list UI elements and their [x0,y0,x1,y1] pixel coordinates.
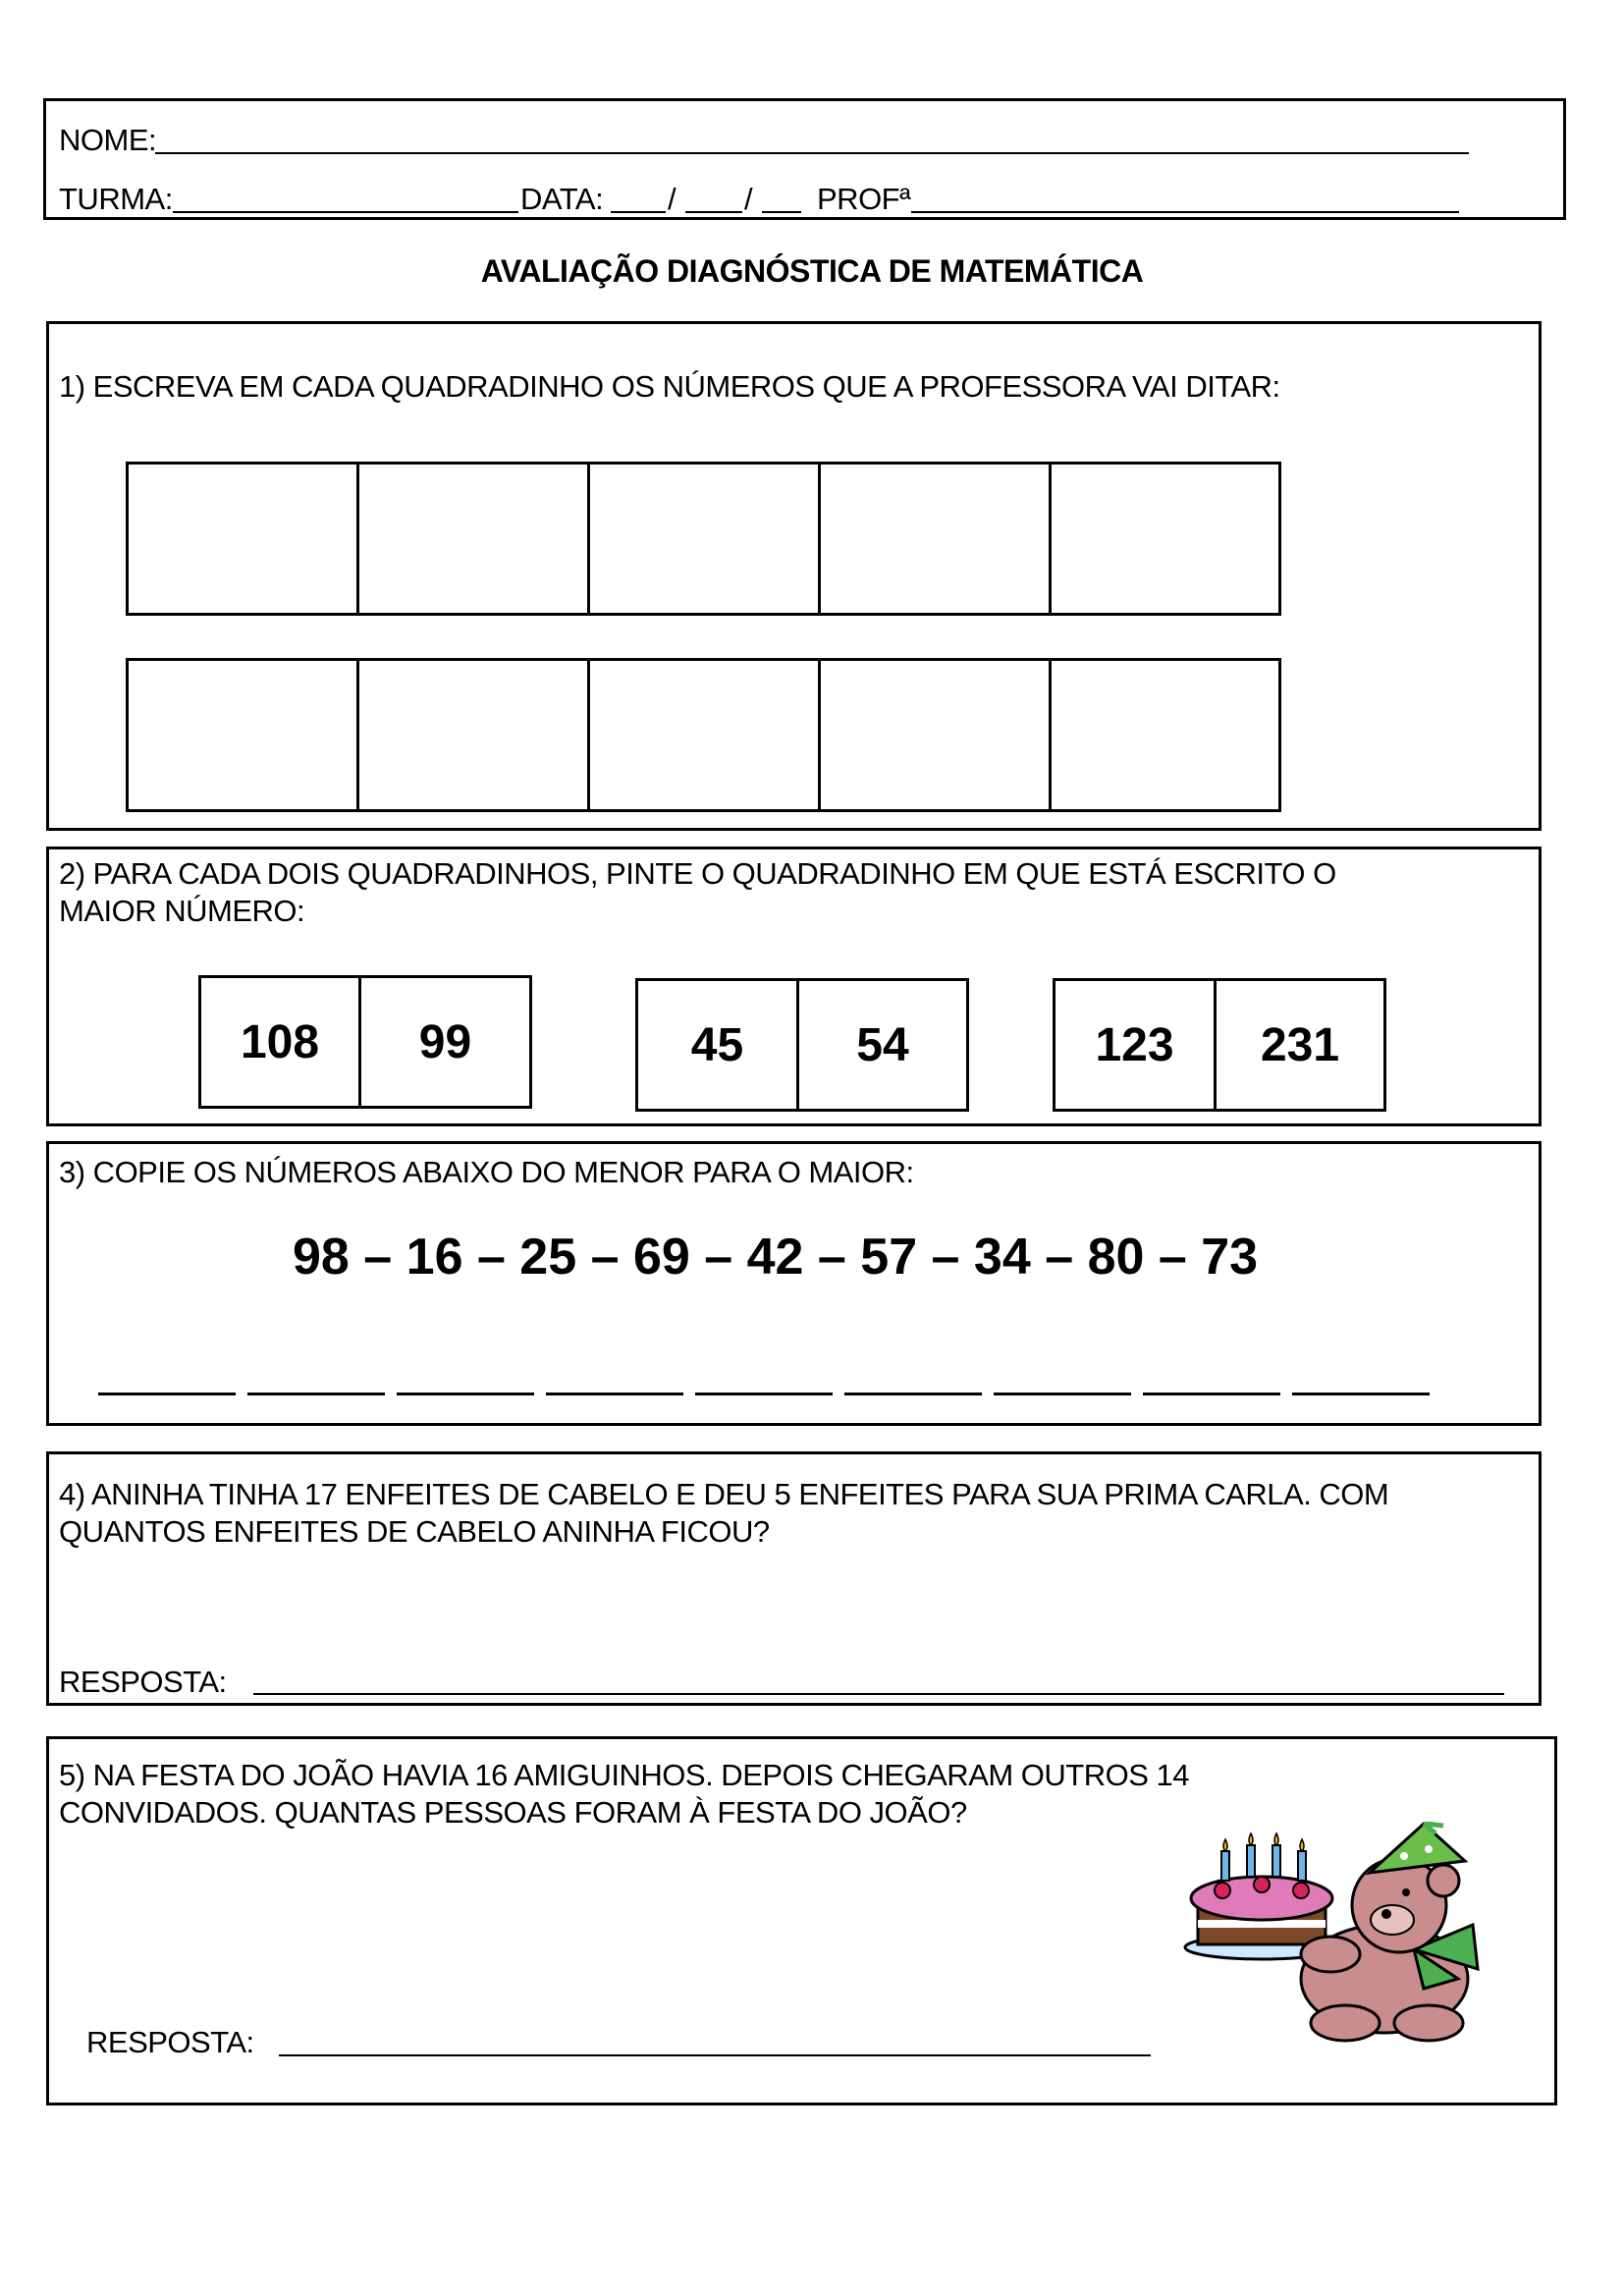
q3-answer-blank[interactable] [1143,1393,1280,1395]
q2-pair-2-number-b[interactable]: 54 [796,978,969,1112]
q1-answer-cell[interactable] [1049,462,1281,616]
turma-field[interactable] [173,211,518,213]
q1-answer-cell[interactable] [818,658,1052,812]
question-5-text-line-1: 5) NA FESTA DO JOÃO HAVIA 16 AMIGUINHOS. DEPOIS CHEGARAM OUTROS 14 [59,1758,1190,1792]
nome-label: NOME: [59,123,157,157]
question-3-text: 3) COPIE OS NÚMEROS ABAIXO DO MENOR PARA O MAIOR: [59,1155,914,1189]
data-label: DATA: [520,182,604,216]
number-sequence: 98 – 16 – 25 – 69 – 42 – 57 – 34 – 80 – 73 [293,1229,1259,1285]
q2-pair-1-number-a[interactable]: 108 [198,975,361,1109]
data-slash-2: / [744,182,753,216]
q4-answer-label: RESPOSTA: [59,1665,227,1699]
bear-arm [1301,1937,1360,1972]
q2-pair-2-number-a[interactable]: 45 [635,978,799,1112]
q1-answer-cell[interactable] [818,462,1052,616]
q3-answer-blank[interactable] [546,1393,683,1395]
prof-field[interactable] [911,211,1459,213]
q5-answer-label: RESPOSTA: [86,2025,254,2059]
bear-cake-illustration [1178,1822,1542,2048]
q3-answer-blank[interactable] [844,1393,982,1395]
candle [1298,1851,1306,1881]
turma-label: TURMA: [59,182,173,216]
q1-answer-cell[interactable] [587,658,821,812]
q2-pair-3-number-a[interactable]: 123 [1053,978,1217,1112]
bear-ear [1428,1865,1459,1896]
question-5-text-line-2: CONVIDADOS. QUANTAS PESSOAS FORAM À FESTA DO JOÃO? [59,1795,967,1830]
cake-cherry [1293,1883,1309,1898]
q1-answer-cell[interactable] [126,462,359,616]
candle-flame [1223,1839,1227,1851]
q3-answer-blank[interactable] [994,1393,1131,1395]
q3-answer-blank[interactable] [247,1393,385,1395]
q2-pair-3-number-b[interactable]: 231 [1214,978,1386,1112]
data-slash-1: / [668,182,677,216]
q3-answer-blank[interactable] [397,1393,534,1395]
question-4-text-line-2: QUANTOS ENFEITES DE CABELO ANINHA FICOU? [59,1514,770,1549]
party-hat-dot [1425,1845,1433,1853]
candle [1272,1845,1280,1877]
party-hat-dot [1400,1852,1408,1860]
cake-cherry [1215,1883,1230,1898]
prof-label: PROFª [817,182,911,216]
data-year-field[interactable] [762,211,801,213]
data-month-field[interactable] [685,211,742,213]
q1-answer-cell[interactable] [356,462,590,616]
q4-answer-field[interactable] [253,1693,1504,1695]
question-1-text: 1) ESCREVA EM CADA QUADRADINHO OS NÚMEROS QUE A PROFESSORA VAI DITAR: [59,369,1280,404]
q3-answer-blank[interactable] [98,1393,236,1395]
candle-flame [1274,1833,1278,1845]
bear-eye [1402,1888,1410,1896]
bear-leg [1311,2005,1380,2041]
question-4-text-line-1: 4) ANINHA TINHA 17 ENFEITES DE CABELO E DEU 5 ENFEITES PARA SUA PRIMA CARLA. COM [59,1477,1389,1511]
q3-answer-blank[interactable] [695,1393,833,1395]
cake-cherry [1254,1877,1270,1892]
candle [1221,1851,1229,1881]
nome-field[interactable] [155,152,1469,154]
q1-answer-cell[interactable] [1049,658,1281,812]
bear-leg [1394,2005,1463,2041]
candle-flame [1249,1833,1253,1845]
question-2-text-line-2: MAIOR NÚMERO: [59,894,305,928]
page-title: AVALIAÇÃO DIAGNÓSTICA DE MATEMÁTICA [480,253,1144,289]
candle-flame [1300,1839,1304,1851]
data-day-field[interactable] [611,211,666,213]
q1-answer-cell[interactable] [126,658,359,812]
q5-answer-field[interactable] [279,2054,1151,2056]
bear-nose [1381,1909,1391,1919]
header-box [43,98,1566,220]
bear-muzzle [1371,1905,1414,1935]
q3-answer-blank[interactable] [1292,1393,1430,1395]
q1-answer-cell[interactable] [356,658,590,812]
q1-answer-cell[interactable] [587,462,821,616]
q2-pair-1-number-b[interactable]: 99 [358,975,532,1109]
question-2-text-line-1: 2) PARA CADA DOIS QUADRADINHOS, PINTE O QUADRADINHO EM QUE ESTÁ ESCRITO O [59,856,1336,891]
candle [1247,1845,1255,1877]
